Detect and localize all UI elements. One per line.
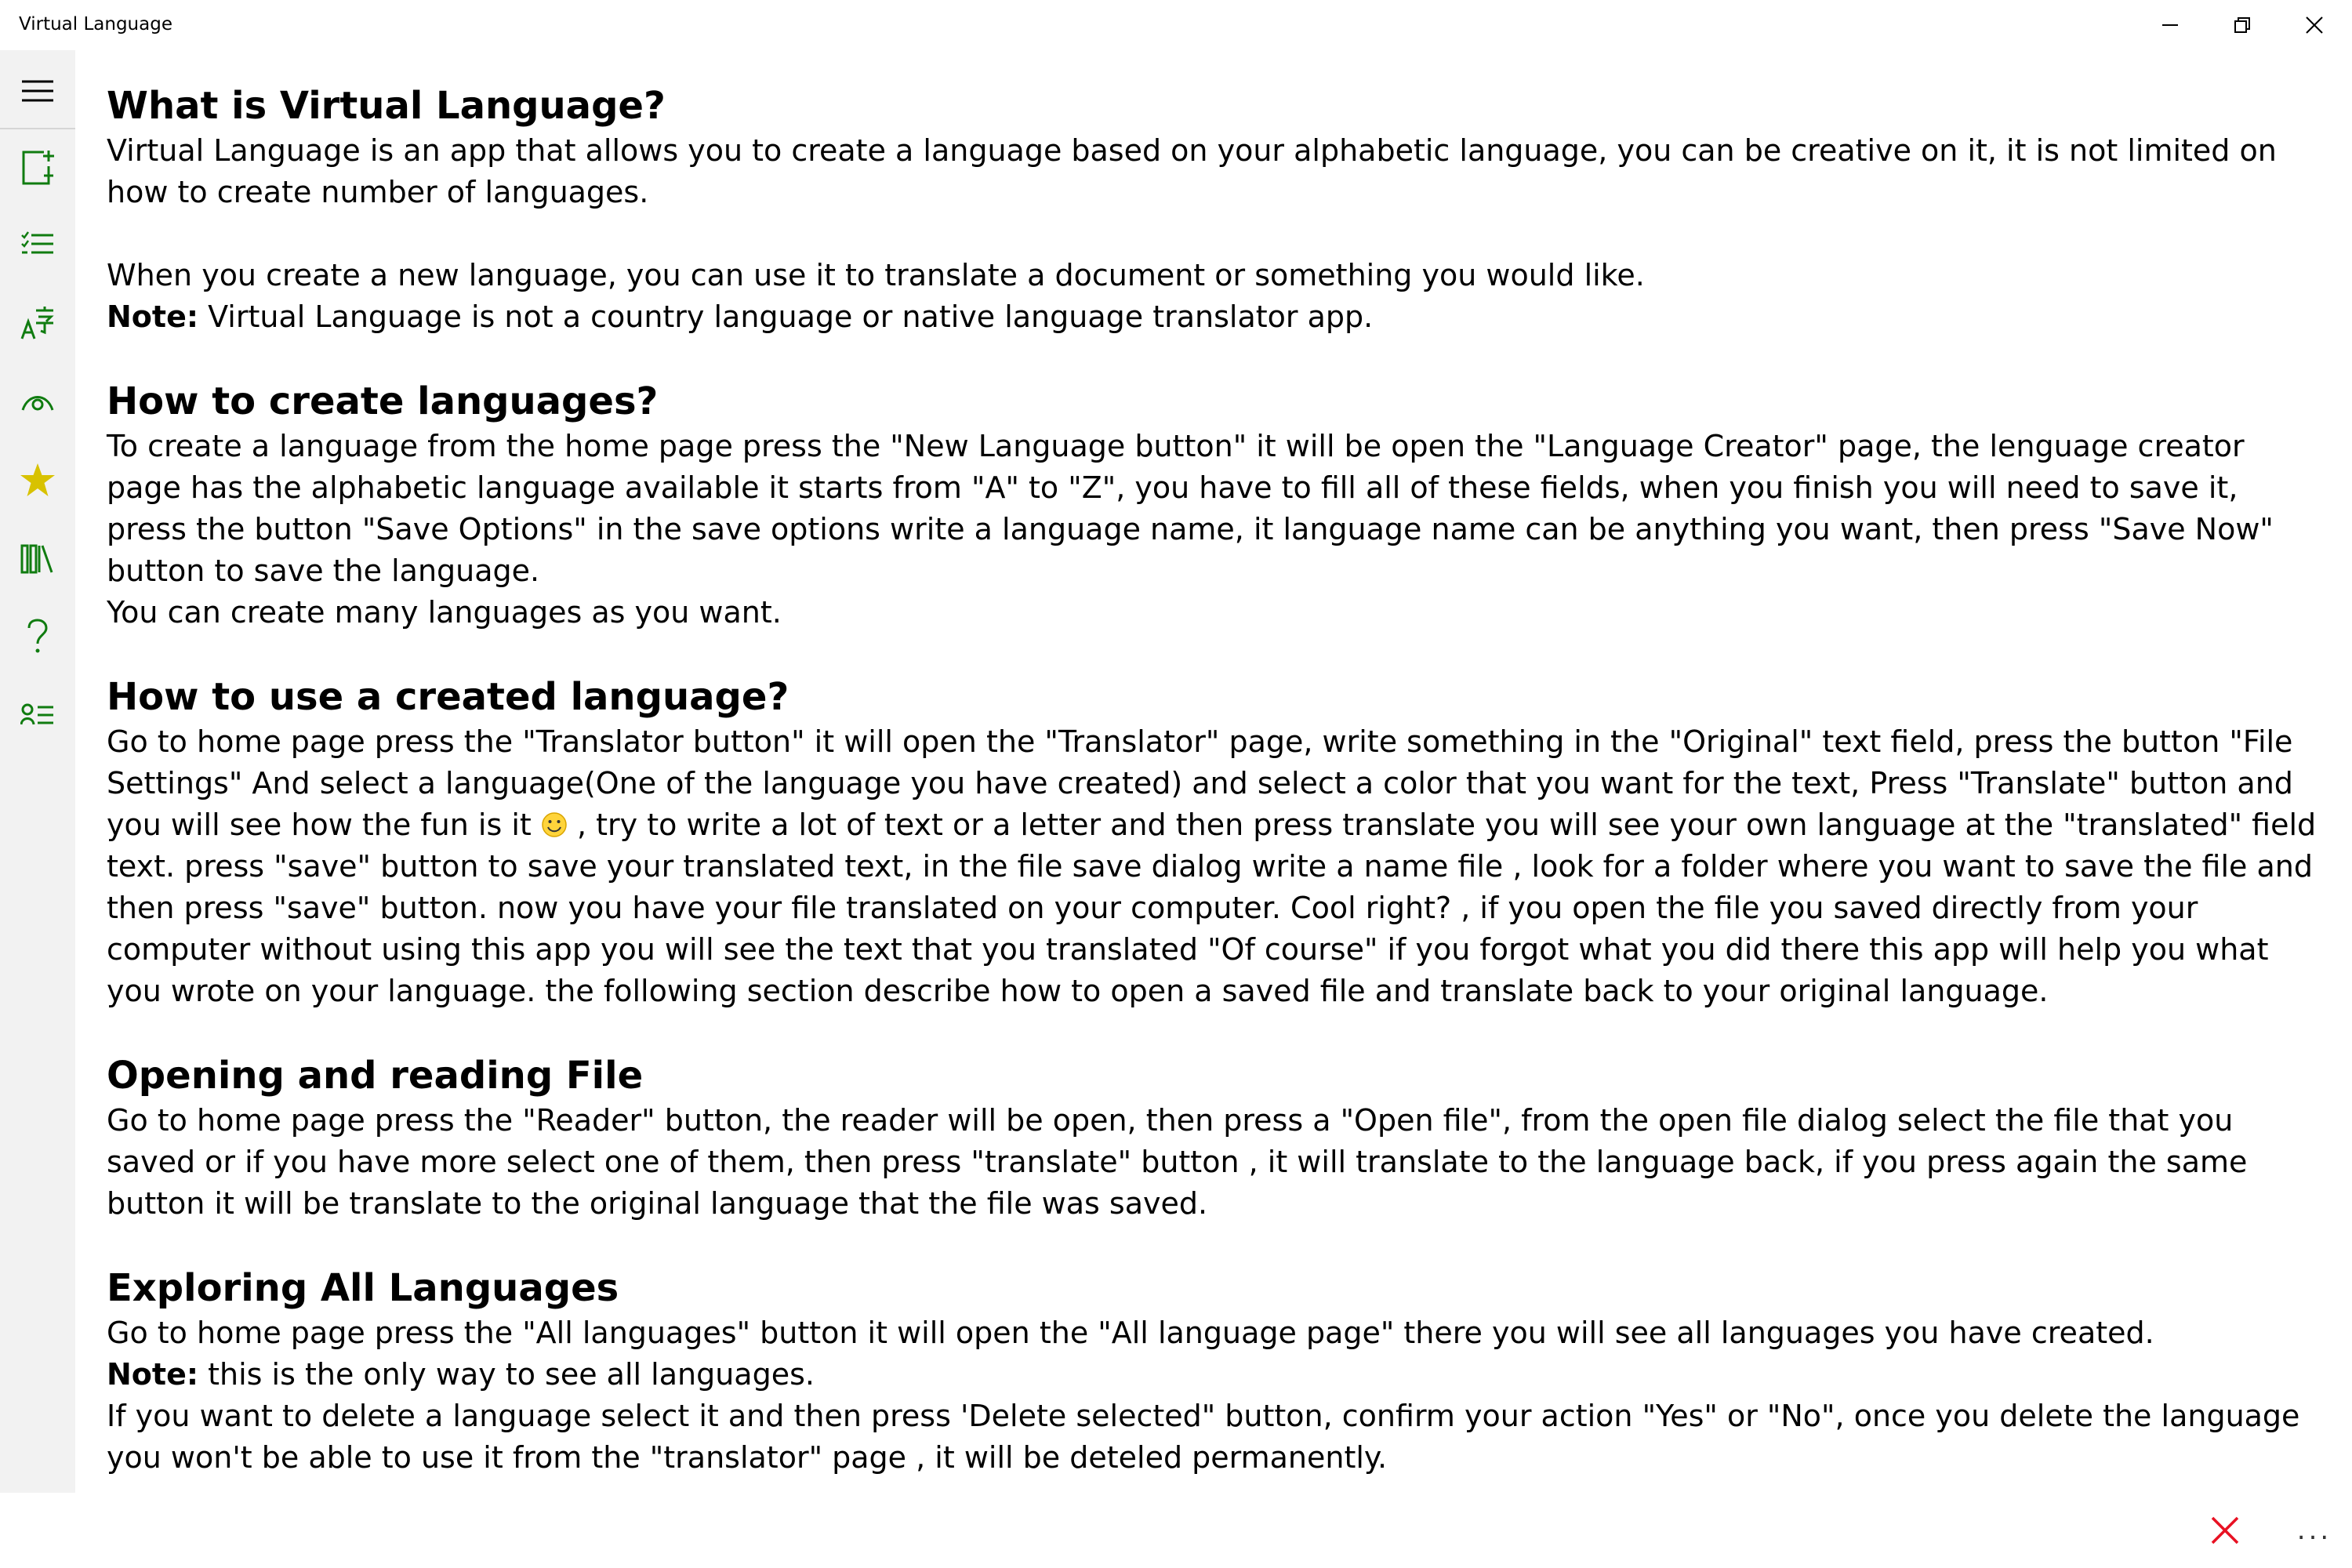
close-window-button[interactable]: [2278, 0, 2350, 50]
help-icon: [26, 619, 49, 655]
nav-sidebar: [0, 50, 75, 1493]
minimize-button[interactable]: [2134, 0, 2206, 50]
note-label: Note:: [107, 1357, 199, 1392]
restore-button[interactable]: [2206, 0, 2278, 50]
sidebar-divider: [0, 128, 75, 129]
section-paragraph: You can create many languages as you want.: [107, 595, 782, 630]
paragraph-part: , try to write a lot of text or a letter and then press translate you will see your own language at the "translated" field text. press "save" button to save your translated text, in the file save dialog write a name file , look for a folder where you want to save the file and then press "save" button. now you have your file translated on your computer. Cool right? , if you open the file you saved directly from your computer without using this app you will see the text that you translated "Of course" if you forgot what you did there this app will help you what you wrote on your language. the following section describe how to open a saved file and translate back to your original language.: [107, 808, 2317, 1008]
more-icon: ...: [2296, 1515, 2332, 1546]
note-text: this is the only way to see all languages.: [198, 1357, 815, 1392]
close-icon: [2210, 1515, 2240, 1545]
section-heading: How to use a created language?: [107, 675, 789, 719]
section-all-languages: [107, 1264, 2325, 1479]
section-paragraph: When you create a new language, you can use it to translate a document or something you would like.: [107, 258, 1645, 292]
eye-icon: [20, 390, 55, 413]
section-create: [107, 377, 2325, 633]
checklist-icon: [20, 230, 55, 259]
section-paragraph: Virtual Language is an app that allows you to create a language based on your alphabetic language, you can be creative on it, it is not limited on how to create number of languages.: [107, 133, 2277, 209]
star-icon: [20, 463, 56, 497]
note-paragraph: [107, 296, 2325, 338]
section-paragraph: Go to home page press the "All languages" button it will open the "All language page" there you will see all languages you have created.: [107, 1316, 2154, 1350]
section-paragraph: If you want to delete a language select it and then press 'Delete selected" button, confirm your action "Yes" or "No", once you delete the language you won't be able to use it from the "translator" page , it will be deteled permanently.: [107, 1399, 2300, 1475]
minimize-icon: [2161, 16, 2180, 34]
note-paragraph: [107, 1354, 2325, 1396]
section-what-is: [107, 82, 2325, 338]
close-icon: [2305, 16, 2324, 34]
section-heading: Exploring All Languages: [107, 1266, 619, 1310]
paragraph-part: Go to home page press the "Translator button" it will open the "Translator" page, write something in the "Original" text field, press the button "File Settings" And select a language(One of the language you have created) and select a color that you want for the text, Press "Translate" button and you will see how the fun is it: [107, 724, 2293, 842]
smiley-icon: [541, 811, 568, 838]
section-paragraph: To create a language from the home page press the "New Language button" it will be open the "Language Creator" page, the lenguage creator page has the alphabetic language available it starts from "A" to "Z", you have to fill all of these fields, when you finish you will need to save it, press the button "Save Options" in the save options write a language name, it language name can be anything you want, then press "Save Now" button to save the language.: [107, 429, 2274, 588]
note-text: Virtual Language is not a country language or native language translator app.: [198, 299, 1374, 334]
translate-icon: [20, 306, 55, 340]
hamburger-menu-button[interactable]: [0, 53, 75, 129]
library-icon: [20, 543, 55, 574]
sidebar-item-about[interactable]: [0, 677, 75, 753]
section-heading: How to create languages?: [107, 379, 659, 423]
restore-icon: [2233, 16, 2252, 34]
more-options-button[interactable]: [2277, 1493, 2352, 1568]
sidebar-item-favorites[interactable]: [0, 442, 75, 517]
section-heading: What is Virtual Language?: [107, 84, 666, 128]
section-paragraph: Go to home page press the "Reader" button, the reader will be open, then press a "Open file", from the open file dialog select the file that you saved or if you have more select one of them, then press "translate" button , it will translate to the language back, if you press again the same button it will be translate to the original language that the file was saved.: [107, 1103, 2248, 1221]
sidebar-item-reader[interactable]: [0, 364, 75, 439]
section-paragraph: [107, 721, 2325, 1012]
section-use: [107, 673, 2325, 1012]
sidebar-item-help[interactable]: [0, 599, 75, 674]
sidebar-item-all-languages[interactable]: [0, 521, 75, 596]
sidebar-item-new-language[interactable]: [0, 130, 75, 205]
new-page-icon: [20, 149, 55, 187]
title-bar: [0, 0, 2352, 50]
section-reader: [107, 1051, 2325, 1225]
note-label: Note:: [107, 299, 199, 334]
contact-list-icon: [20, 702, 55, 728]
app-title: Virtual Language: [19, 14, 172, 34]
sidebar-item-checklist[interactable]: [0, 207, 75, 282]
command-bar: [0, 1493, 2352, 1568]
close-page-button[interactable]: [2187, 1493, 2263, 1568]
sidebar-item-translator[interactable]: [0, 285, 75, 361]
hamburger-menu-icon: [20, 78, 55, 103]
section-heading: Opening and reading File: [107, 1054, 644, 1098]
help-content: [107, 82, 2325, 1518]
